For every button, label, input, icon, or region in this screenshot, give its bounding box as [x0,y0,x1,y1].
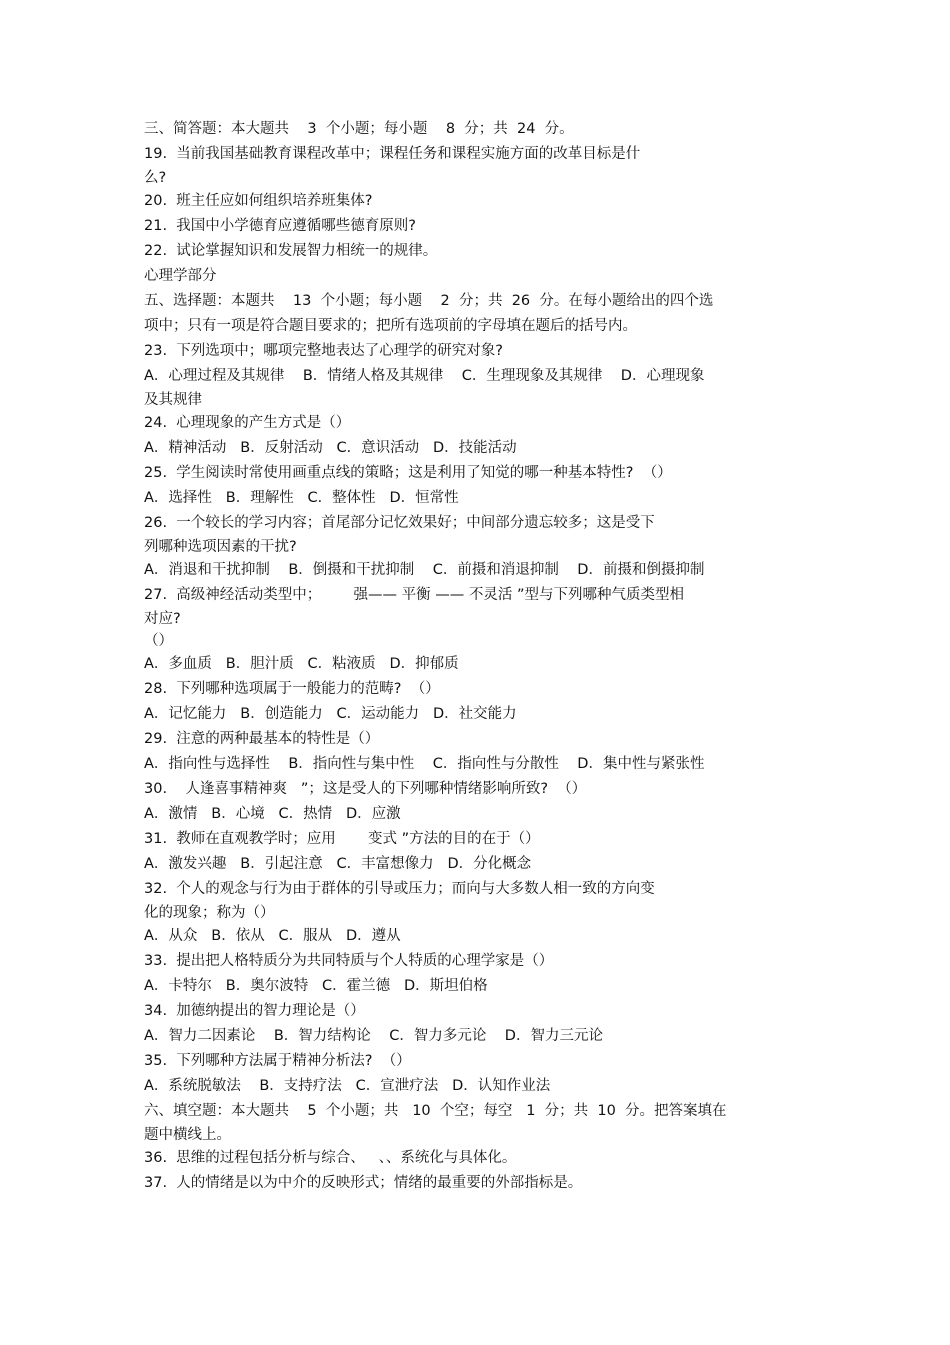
q22: 22. 试论掌握知识和发展智力相统一的规律。 [144,243,438,259]
psych-part-heading: 心理学部分 [144,268,217,284]
q23-options-line1: A．心理过程及其规律 B．情绪人格及其规律 C．生理现象及其规律 D．心理现象 [144,368,705,384]
q20: 20. 班主任应如何组织培养班集体? [144,193,373,209]
q19-line1: 19. 当前我国基础教育课程改革中；课程任务和课程实施方面的改革目标是什 [144,146,641,162]
q28: 28. 下列哪种选项属于一般能力的范畴? （） [144,681,440,697]
q32-options: A．从众 B．依从 C．服从 D．遵从 [144,928,401,944]
section5-heading-line2: 项中；只有一项是符合题目要求的；把所有选项前的字母填在题后的括号内。 [144,318,637,334]
q37: 37. 人的情绪是以为中介的反映形式；情绪的最重要的外部指标是。 [144,1175,583,1191]
section3-heading: 三、简答题：本大题共 3 个小题；每小题 8 分；共 24 分。 [144,121,574,137]
q35: 35. 下列哪种方法属于精神分析法? （） [144,1053,411,1069]
q29-options: A．指向性与选择性 B．指向性与集中性 C．指向性与分散性 D．集中性与紧张性 [144,756,705,772]
q31-options: A．激发兴趣 B．引起注意 C．丰富想像力 D．分化概念 [144,856,532,872]
q33: 33. 提出把人格特质分为共同特质与个人特质的心理学家是（） [144,953,554,969]
q24-options: A．精神活动 B．反射活动 C．意识活动 D．技能活动 [144,440,517,456]
q27-options: A．多血质 B．胆汁质 C．粘液质 D．抑郁质 [144,656,459,672]
q27-line1: 27. 高级神经活动类型中； 强—— 平衡 —— 不灵活 ”型与下列哪种气质类型相 [144,587,684,603]
q26-line1: 26. 一个较长的学习内容；首尾部分记忆效果好；中间部分遗忘较多；这是受下 [144,515,655,531]
q26-options: A．消退和干扰抑制 B．倒摄和干扰抑制 C．前摄和消退抑制 D．前摄和倒摄抑制 [144,562,705,578]
q36: 36. 思维的过程包括分析与综合、 、、系统化与具体化。 [144,1150,517,1166]
q32-line1: 32. 个人的观念与行为由于群体的引导或压力；而向与大多数人相一致的方向变 [144,881,655,897]
q34-options: A．智力二因素论 B．智力结构论 C．智力多元论 D．智力三元论 [144,1028,603,1044]
document-page [144,117,774,1196]
q25-options: A．选择性 B．理解性 C．整体性 D．恒常性 [144,490,459,506]
q32-line2: 化的现象；称为（） [144,905,275,921]
q30-options: A．激情 B．心境 C．热情 D．应激 [144,806,401,822]
q23: 23. 下列选项中；哪项完整地表达了心理学的研究对象? [144,343,503,359]
q27-line3: （） [144,633,173,649]
q31: 31. 教师在直观教学时；应用 变式 ”方法的目的在于（） [144,831,540,847]
q26-line2: 列哪种选项因素的干扰? [144,539,297,555]
section6-heading-line2: 题中横线上。 [144,1127,231,1143]
q34: 34. 加德纳提出的智力理论是（） [144,1003,365,1019]
q33-options: A．卡特尔 B．奥尔波特 C．霍兰德 D．斯坦伯格 [144,978,488,994]
section6-heading-line1: 六、填空题：本大题共 5 个小题；共 10 个空；每空 1 分；共 10 分。把答案填在 [144,1103,727,1119]
q27-line2: 对应? [144,611,181,627]
q19-line2: 么? [144,170,167,186]
section5-heading-line1: 五、选择题：本题共 13 个小题；每小题 2 分；共 26 分。在每小题给出的四个选 [144,293,714,309]
q25: 25. 学生阅读时常使用画重点线的策略；这是利用了知觉的哪一种基本特性? （） [144,465,672,481]
q29: 29. 注意的两种最基本的特性是（） [144,731,380,747]
q24: 24. 心理现象的产生方式是（） [144,415,351,431]
q28-options: A．记忆能力 B．创造能力 C．运动能力 D．社交能力 [144,706,517,722]
q30: 30. 人逢喜事精神爽 ”；这是受人的下列哪种情绪影响所致? （） [144,781,587,797]
q35-options: A．系统脱敏法 B．支持疗法 C．宣泄疗法 D．认知作业法 [144,1078,551,1094]
q21: 21. 我国中小学德育应遵循哪些德育原则? [144,218,416,234]
q23-options-line2: 及其规律 [144,392,202,408]
